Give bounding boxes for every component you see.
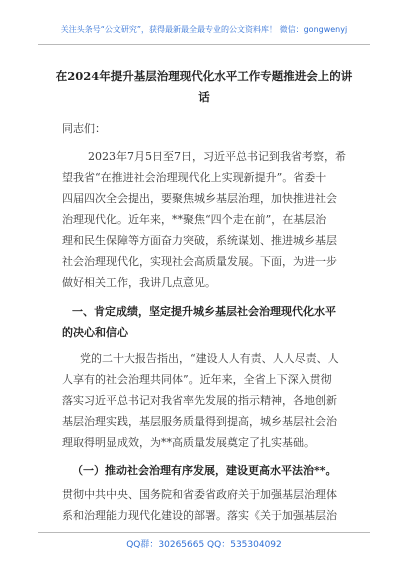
subsection-heading: （一）推动社会治理有序发展，建设更高水平法治**。 bbox=[72, 464, 337, 477]
header-banner: 关注头条号“公文研究”，获得最新最全最专业的公文资料库！ 微信：gongwenyj bbox=[60, 25, 348, 34]
paragraph-line: 党的二十大报告指出，“建设人人有责、人人尽责、人 bbox=[80, 352, 339, 365]
section-heading: 的决心和信心 bbox=[62, 326, 128, 339]
footer-contact: QQ群：30265665 QQ：535304092 bbox=[126, 540, 282, 550]
paragraph-line: 做好相关工作，我讲几点意见。 bbox=[62, 276, 216, 289]
paragraph-line: 望我省“在推进社会治理现代化上实现新提升”。省委十 bbox=[62, 171, 327, 184]
paragraph-line: 基层治理实践，基层服务质量得到提高，城乡基层社会治 bbox=[62, 415, 337, 428]
title-line: 话 bbox=[198, 90, 210, 104]
title-line: 在2024年提升基层治理现代化水平工作专题推进会上的讲 bbox=[55, 69, 353, 83]
header-divider bbox=[38, 44, 370, 45]
paragraph-line: 理取得明显成效，为**高质量发展奠定了扎实基础。 bbox=[62, 436, 315, 449]
paragraph-line: 治理现代化。近年来，**聚焦“四个走在前”，在基层治 bbox=[62, 213, 327, 226]
document-title bbox=[54, 66, 354, 108]
footer-divider bbox=[38, 532, 370, 533]
paragraph-line: 社会治理现代化，实现社会高质量发展。下面，为进一步 bbox=[62, 255, 337, 268]
paragraph-line: 四届四次全会提出，要聚焦城乡基层治理，加快推进社会 bbox=[62, 192, 337, 205]
paragraph-line: 系和治理能力现代化建设的部署。落实《关于加强基层治 bbox=[62, 509, 337, 522]
paragraph-line: 人享有的社会治理共同体”。近年来，全省上下深入贯彻 bbox=[62, 373, 332, 386]
paragraph-line: 贯彻中共中央、国务院和省委省政府关于加强基层治理体 bbox=[62, 488, 337, 501]
paragraph-line: 理和民生保障等方面奋力突破，系统谋划、推进城乡基层 bbox=[62, 234, 337, 247]
paragraph-line: 2023年7月5日至7日，习近平总书记到我省考察，希 bbox=[88, 150, 346, 163]
section-heading: 一、肯定成绩，坚定提升城乡基层社会治理现代化水平 bbox=[72, 305, 336, 318]
paragraph-line: 落实习近平总书记对我省率先发展的指示精神，各地创新 bbox=[62, 394, 337, 407]
salutation: 同志们： bbox=[62, 122, 106, 135]
